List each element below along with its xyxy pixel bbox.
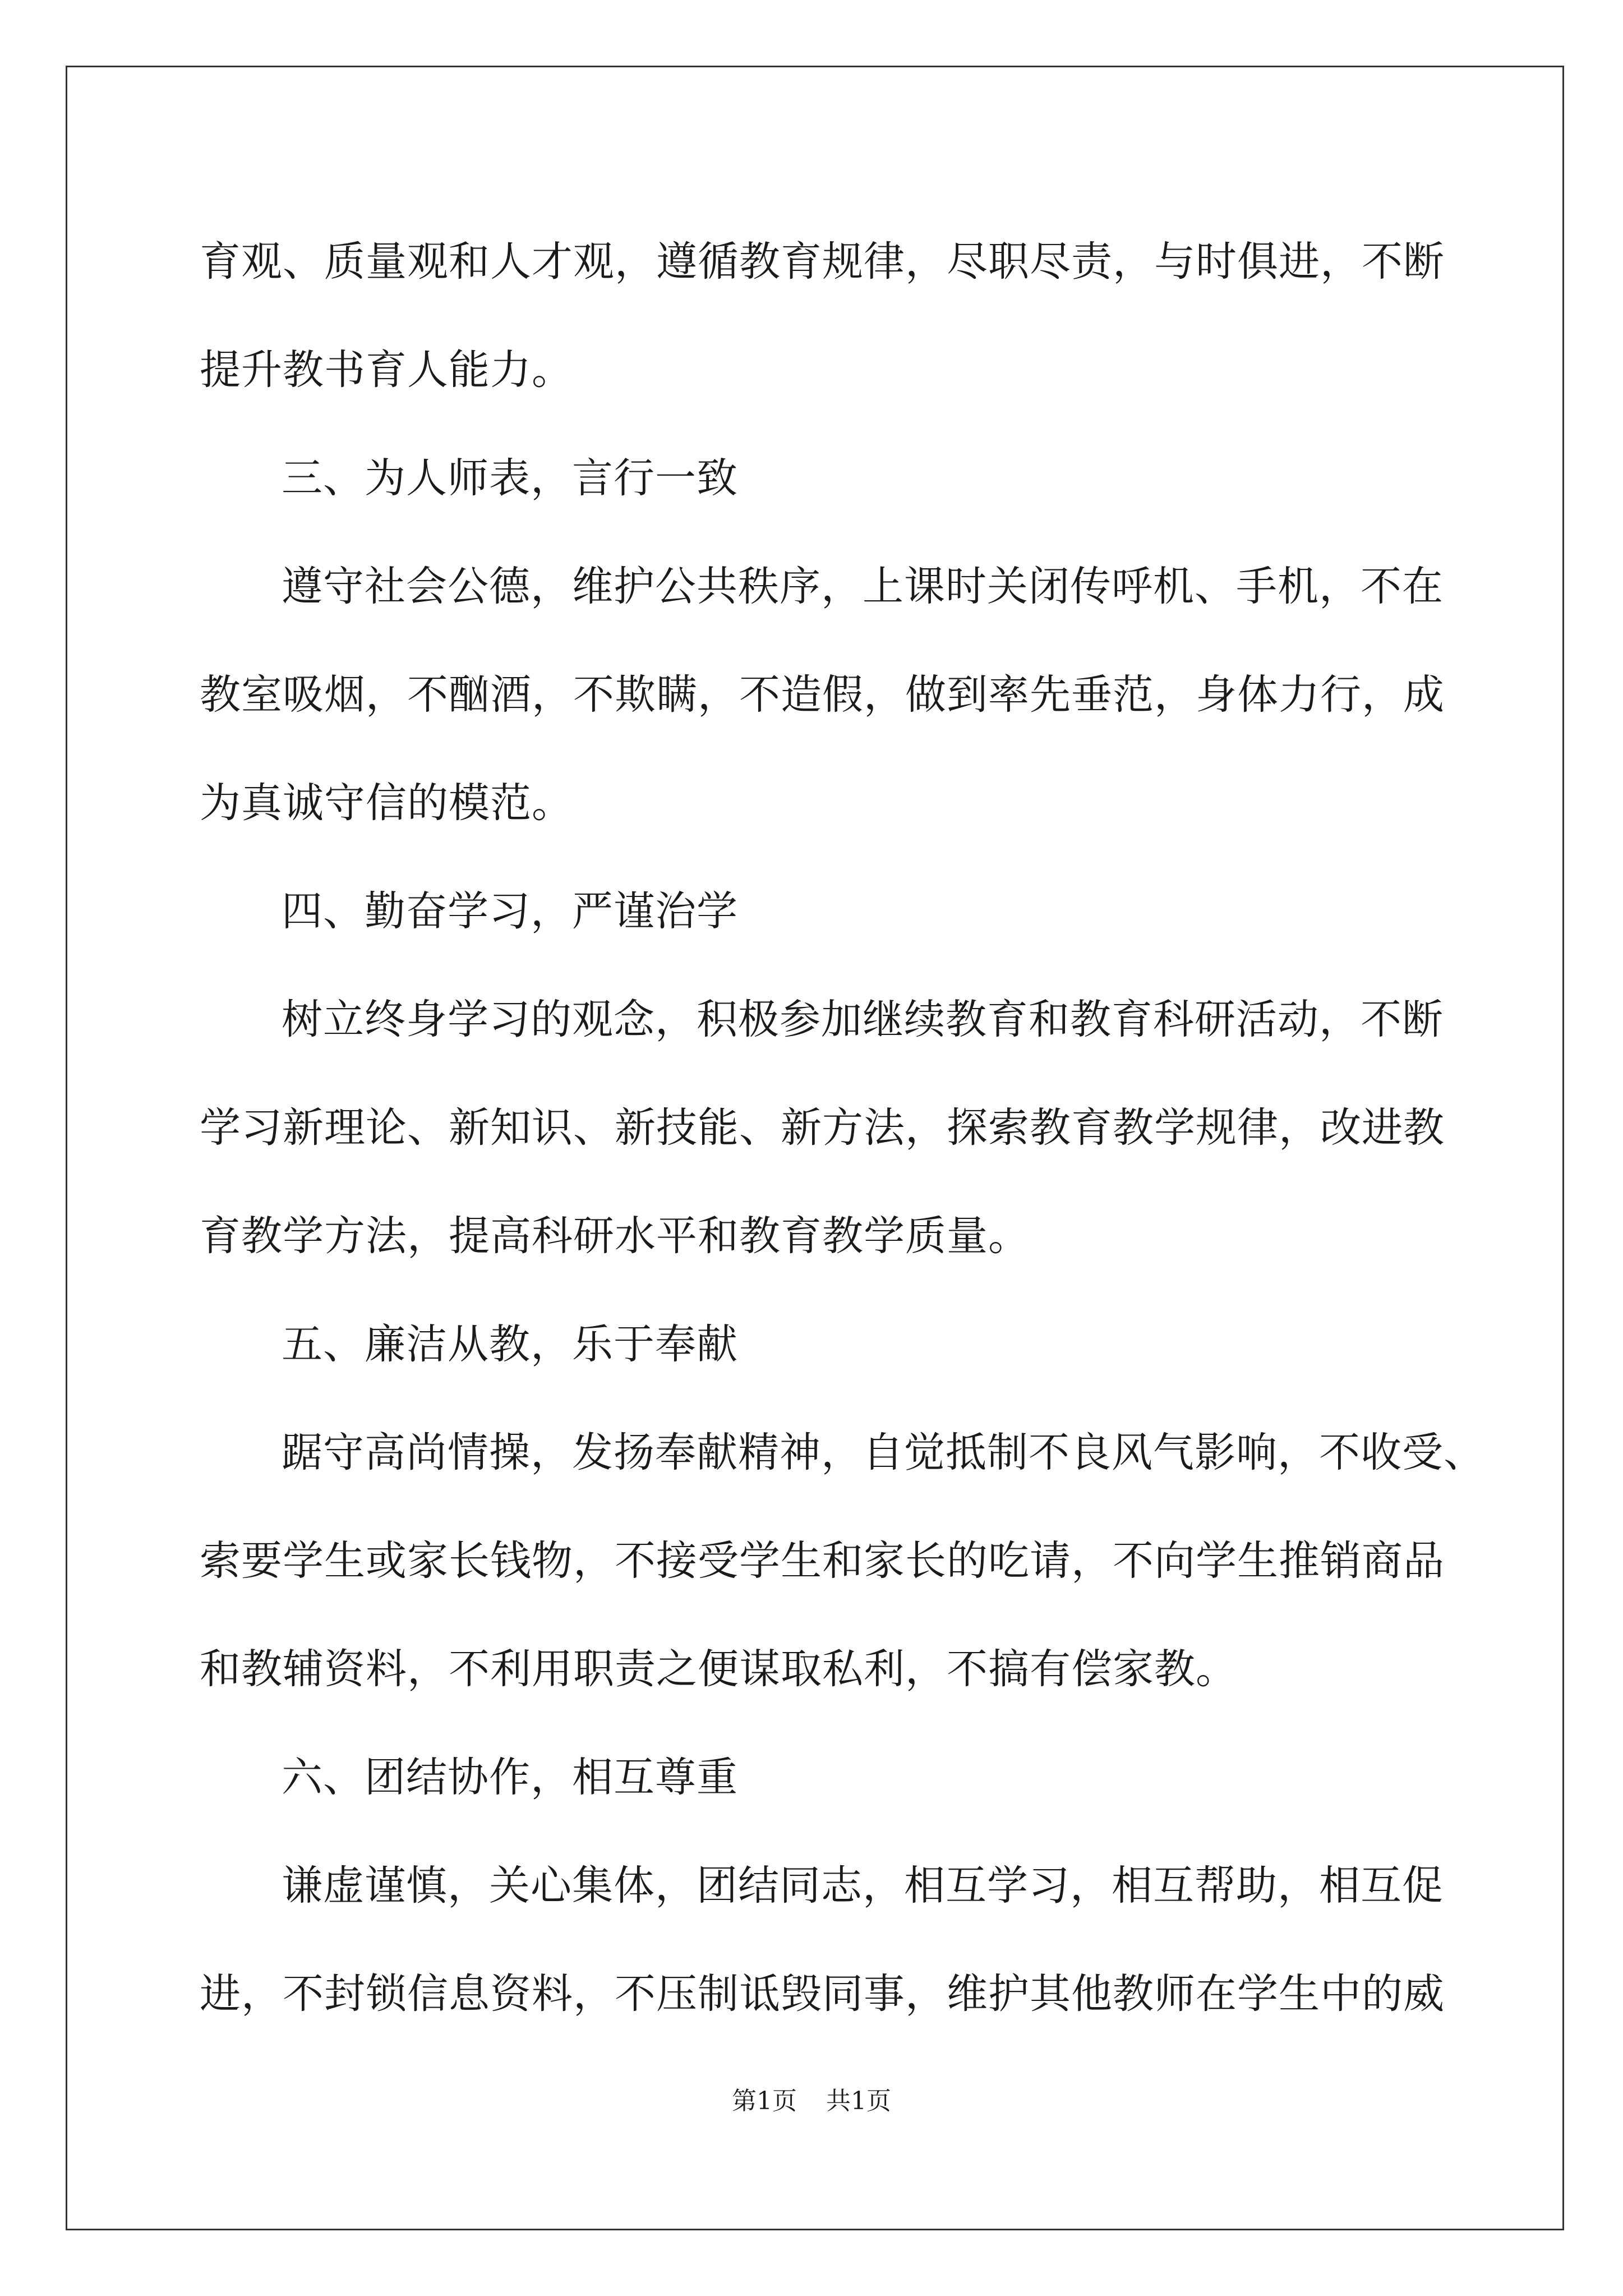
text-line: 提升教书育人能力。: [200, 346, 573, 394]
paragraph: [200, 208, 1450, 424]
text-line: 树立终身学习的观念，积极参加继续教育和教育科研活动，不断: [282, 996, 1444, 1043]
heading-text: 三、为人师表，言行一致: [282, 454, 738, 502]
section-heading: [200, 857, 1450, 965]
heading-text: 四、勤奋学习，严谨治学: [282, 887, 738, 935]
heading-text: 五、廉洁从教，乐于奉献: [282, 1320, 738, 1368]
text-line: 进，不封锁信息资料，不压制诋毁同事，维护其他教师在学生中的威: [200, 1970, 1445, 2018]
text-line: 索要学生或家长钱物，不接受学生和家长的吃请，不向学生推销商品: [200, 1537, 1445, 1585]
paragraph: [200, 1832, 1450, 2048]
text-line: 育教学方法，提高科研水平和教育教学质量。: [200, 1212, 1030, 1260]
text-line: 学习新理论、新知识、新技能、新方法，探索教育教学规律，改进教: [200, 1104, 1445, 1152]
paragraph: [200, 1398, 1485, 1723]
text-line: 遵守社会公德，维护公共秩序，上课时关闭传呼机、手机，不在: [282, 563, 1444, 610]
text-line: 踞守高尚情操，发扬奉献精神，自觉抵制不良风气影响，不收受、: [282, 1429, 1485, 1476]
section-heading: [200, 1723, 1450, 1832]
text-line: 和教辅资料，不利用职责之便谋取私利，不搞有偿家教。: [200, 1645, 1237, 1693]
paragraph: [200, 965, 1450, 1290]
page-number: 第1页: [732, 2087, 797, 2115]
page-footer: [0, 2085, 1623, 2118]
document-body: [200, 208, 1485, 2048]
text-line: 育观、质量观和人才观，遵循教育规律，尽职尽责，与时俱进，不断: [200, 238, 1445, 286]
page-total: 共1页: [826, 2087, 891, 2115]
text-line: 教室吸烟，不酗酒，不欺瞒，不造假，做到率先垂范，身体力行，成: [200, 671, 1445, 719]
section-heading: [200, 424, 1450, 532]
paragraph: [200, 532, 1450, 857]
text-line: 为真诚守信的模范。: [200, 779, 573, 827]
text-line: 谦虚谨慎，关心集体，团结同志，相互学习，相互帮助，相互促: [282, 1862, 1444, 1910]
section-heading: [200, 1290, 1450, 1398]
heading-text: 六、团结协作，相互尊重: [282, 1754, 738, 1801]
